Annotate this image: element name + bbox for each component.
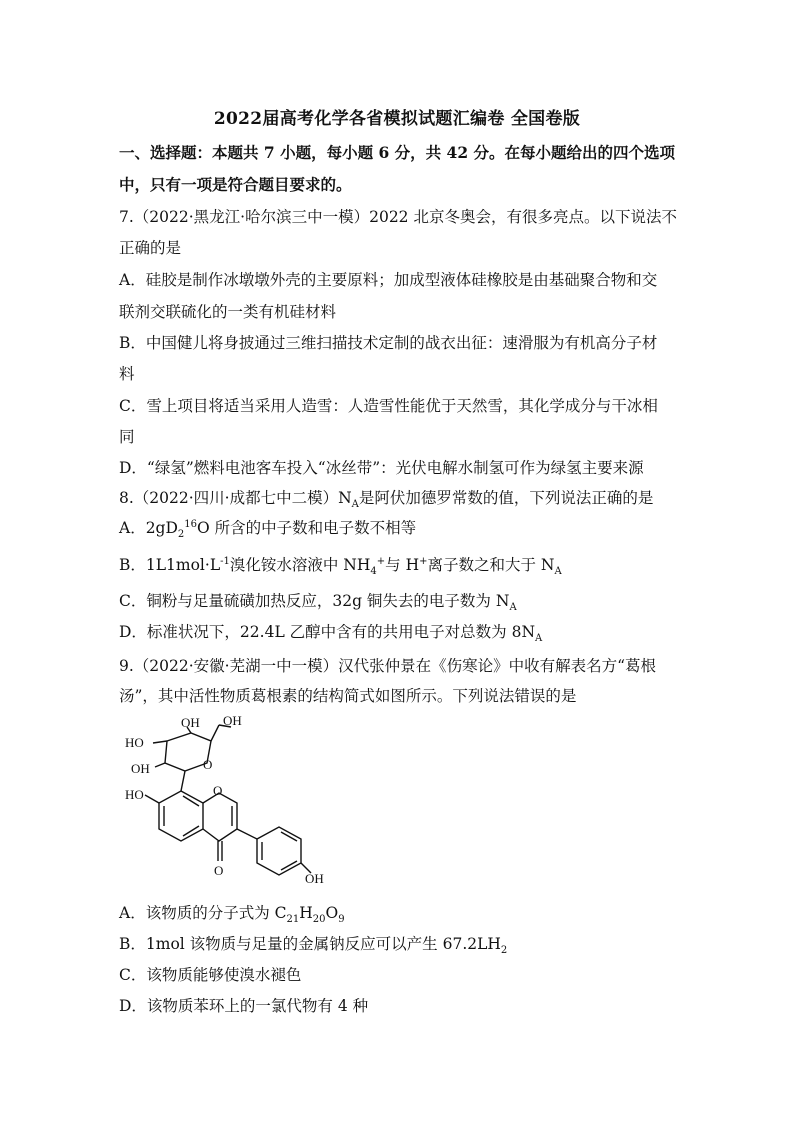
q8-b-sup3: + [419,555,428,567]
puerarin-structure-diagram [119,713,334,893]
q7-option-c-line2: 同 [119,428,135,446]
phenyl-double-3 [281,861,297,870]
q8-d-sub: A [535,633,543,645]
benzo-double-2 [183,826,199,836]
bond-biaryl [237,829,257,839]
q8-stem-sub: A [351,499,359,511]
q8-a-sub: 2 [177,529,185,541]
q7-option-d: D．“绿氢”燃料电池客车投入“冰丝带”：光伏电解水制氢可作为绿氢主要来源 [119,459,644,477]
q8-a-pre: A．2gD [119,519,178,537]
label-ho-phenol: HO [125,787,144,802]
label-o-chromone: O [213,783,223,798]
label-oh-top1: OH [181,715,200,730]
q8-b-mid2: 与 H [385,556,420,574]
q7-option-a-line2: 联剂交联硫化的一类有机硅材料 [119,303,337,321]
q8-stem-post: 是阿伏加德罗常数的值，下列说法正确的是 [358,489,654,507]
q7-option-b-line2: 料 [119,365,135,383]
q9-option-b [119,934,689,957]
q9-stem-line1: 9.（2022·安徽·芜湖一中一模）汉代张仲景在《伤寒论》中收有解表名方“葛根 [119,657,657,675]
q7-option-a-line1: A．硅胶是制作冰墩墩外壳的主要原料；加成型液体硅橡胶是由基础聚合物和交 [119,271,658,289]
q8-option-d [119,622,689,645]
q9-stem-line2: 汤”，其中活性物质葛根素的结构简式如图所示。下列说法错误的是 [119,687,577,705]
label-ring-o: O [203,757,213,772]
q8-a-post: O 所含的中子数和电子数不相等 [197,519,417,537]
document-title: 2022届高考化学各省模拟试题汇编卷 全国卷版 [213,109,581,129]
q8-b-mid: 溴化铵水溶液中 NH [229,556,371,574]
label-o-carbonyl: O [214,863,224,878]
q9-option-c: C．该物质能够使溴水褪色 [119,966,302,984]
q9-a-sub2: 20 [312,914,326,926]
section-header-line2: 中，只有一项是符合题目要求的。 [119,175,352,194]
q8-b-sub2: 4 [370,566,377,578]
label-oh-para: OH [305,871,324,886]
q9-a-mid2: O [325,904,339,922]
label-ho-left: HO [125,735,144,750]
q8-option-a [119,518,689,541]
bond-oh-mid [155,763,165,767]
q9-option-d: D．该物质苯环上的一氯代物有 4 种 [119,997,369,1015]
q8-b-sub3: A [554,566,562,578]
benzo-ring [159,791,203,841]
bond-ch2 [211,725,219,741]
q8-c-sub: A [509,602,517,614]
q7-option-b-line1: B．中国健儿将身披通过三维扫描技术定制的战衣出征：速滑服为有机高分子材 [119,334,658,352]
q8-b-pre: B．1L1mol·L [119,556,221,574]
q7-stem-line1: 7.（2022·黑龙江·哈尔滨三中一模）2022 北京冬奥会，有很多亮点。以下说法不 [119,208,677,226]
phenyl-double-2 [281,832,297,841]
q8-b-mid3: 离子数之和大于 N [427,556,555,574]
label-oh-top2: OH [223,713,242,728]
phenyl-ring [257,827,301,875]
q9-a-mid1: H [299,904,313,922]
section-header-line1: 一、选择题：本题共 7 小题，每小题 6 分，共 42 分。在每小题给出的四个选项 [119,143,676,162]
bond-ho-left [153,741,167,743]
q9-a-sub1: 21 [286,914,300,926]
label-oh-mid: OH [131,761,150,776]
q9-option-a [119,903,689,926]
q9-b-pre: B．1mol 该物质与足量的金属钠反应可以产生 67.2LH [119,935,501,953]
q8-b-sup1: -1 [220,555,230,567]
q8-d-pre: D．标准状况下，22.4L 乙醇中含有的共用电子对总数为 8N [119,623,536,641]
q9-b-sub: 2 [500,945,508,957]
q8-stem [119,488,689,511]
q7-stem-line2: 正确的是 [119,239,182,257]
q8-stem-pre: 8.（2022·四川·成都七中二模）N [119,489,352,507]
q8-c-pre: C．铜粉与足量硫磺加热反应，32g 铜失去的电子数为 N [119,592,510,610]
benzo-double-3 [183,796,199,806]
q8-a-sup: 16 [184,518,198,530]
q9-a-pre: A．该物质的分子式为 C [119,904,287,922]
q9-a-sub3: 9 [338,914,345,926]
bond-c-glycoside [181,771,185,791]
bond-phenol-oh [145,795,159,803]
q8-b-sup2: + [376,555,386,567]
q8-option-b [119,555,689,578]
q7-option-c-line1: C．雪上项目将适当采用人造雪：人造雪性能优于天然雪，其化学成分与干冰相 [119,397,658,415]
q8-option-c [119,591,689,614]
